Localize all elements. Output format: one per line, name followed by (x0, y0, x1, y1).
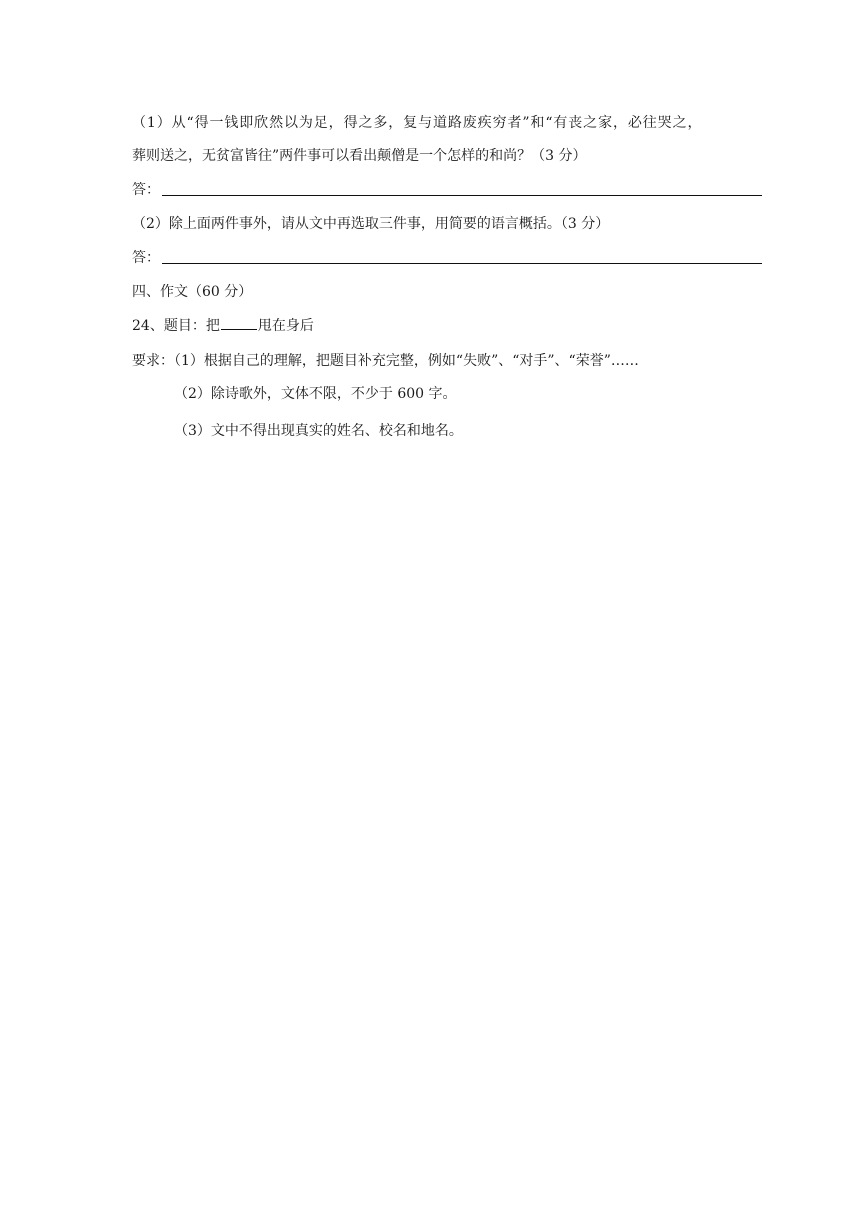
essay-topic (132, 316, 314, 336)
q2-answer-line (162, 263, 762, 264)
essay-topic-suffix: 甩在身后 (257, 318, 314, 334)
q1-answer-label: 答： (132, 182, 160, 198)
essay-topic-prefix: 24、题目：把 (132, 318, 220, 334)
q1-answer-line (162, 195, 762, 196)
q2-answer-label: 答： (132, 250, 160, 266)
requirement-1: 要求：（1）根据自己的理解，把题目补充完整，例如“失败”、“对手”、“荣誉”…… (132, 353, 639, 369)
q2-text: （2）除上面两件事外，请从文中再选取三件事，用简要的语言概括。（3 分） (132, 216, 610, 232)
q1-text-line2: 葬则送之，无贫富皆往”两件事可以看出颠僧是一个怎样的和尚？（3 分） (132, 148, 587, 164)
essay-topic-blank[interactable] (221, 316, 257, 330)
section-heading: 四、作文（60 分） (132, 284, 253, 300)
requirement-2: （2）除诗歌外，文体不限，不少于 600 字。 (174, 386, 457, 402)
requirement-3: （3）文中不得出现真实的姓名、校名和地名。 (174, 423, 463, 439)
q1-text-line1: （1）从“得一钱即欣然以为足，得之多，复与道路废疾穷者”和“有丧之家，必往哭之， (132, 115, 703, 131)
q1-answer-row[interactable] (132, 180, 762, 200)
q2-answer-row[interactable] (132, 248, 762, 268)
